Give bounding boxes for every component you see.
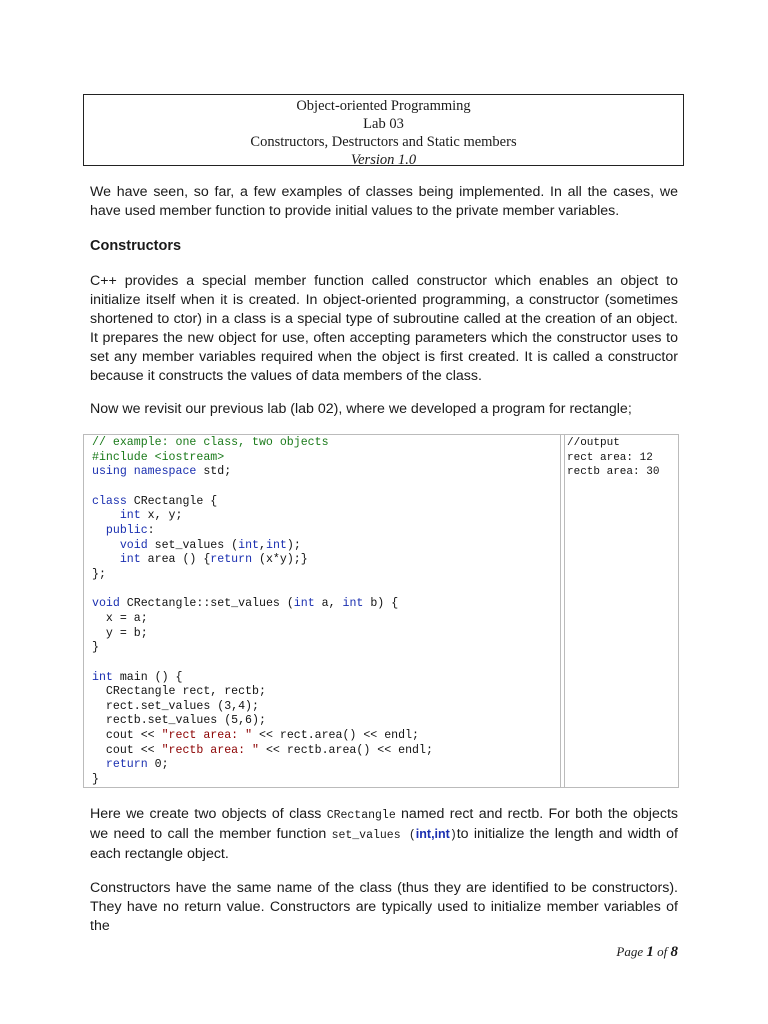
revisit-paragraph: Now we revisit our previous lab (lab 02), where we developed a program for rectangle;	[90, 401, 632, 417]
intro-paragraph: We have seen, so far, a few examples of classes being implemented. In all the cases, we have used member function to provide initial values to the private member variables.	[90, 184, 678, 219]
code-example-table	[83, 434, 679, 788]
section-heading-constructors: Constructors	[90, 238, 182, 254]
code-listing: // example: one class, two objects #include <iostream> using namespace std; class CRectangle { int x, y; public: void set_values (int,int); int area () {return (x*y);} }; void CRectangle::set_values (int a, int b) { x = a; y = b; } int main () { CRectangle rect, rectb; rect.set_values (3,4); rectb.set_values (5,6); cout << "rect area: " << rect.area() << endl; cout << "rectb area: " << rectb.area() << endl; return 0; }	[92, 436, 433, 787]
code-keyword: class	[92, 494, 127, 508]
program-output: //output rect area: 12 rectb area: 30	[567, 437, 660, 479]
inline-function-name: set_values	[331, 829, 401, 842]
objects-paragraph: Here we create two objects of class CRectangle named rect and rectb. For both the objects we need to call the member function set_values (int,int)to initialize the length and width of each rectangle object.	[90, 806, 679, 862]
inline-class-name: CRectangle	[326, 809, 396, 822]
lab-number: Lab 03	[363, 116, 404, 132]
code-string: "rect area: "	[161, 729, 253, 743]
code-keyword: using namespace	[92, 465, 197, 479]
course-title: Object-oriented Programming	[296, 98, 471, 114]
code-include: #include <iostream>	[92, 450, 225, 464]
document-title-box	[83, 94, 684, 166]
code-string: "rectb area: "	[161, 743, 259, 757]
constructors-paragraph: C++ provides a special member function called constructor which enables an object to initialize itself when it is created. In object-oriented programming, a constructor (sometimes shortened to ctor) in a class is a special type of subroutine called at the creation of an object. It prepares the new object for use, often accepting parameters which the constructor uses to set any member variables required when the object is first created. It is called a constructor because it constructs the values of data members of the class.	[90, 273, 678, 384]
lab-topic: Constructors, Destructors and Static members	[250, 134, 517, 150]
inline-args: int,int	[415, 827, 450, 841]
version-label: Version 1.0	[350, 152, 417, 168]
final-paragraph: Constructors have the same name of the class (thus they are identified to be constructors). They have no return value. Constructors are typically used to initialize member variables of the	[90, 880, 678, 934]
output-cell	[564, 435, 678, 787]
code-comment: // example: one class, two objects	[92, 436, 329, 449]
code-listing-cell	[84, 435, 561, 787]
page-number: Page 1 of 8	[616, 944, 678, 960]
